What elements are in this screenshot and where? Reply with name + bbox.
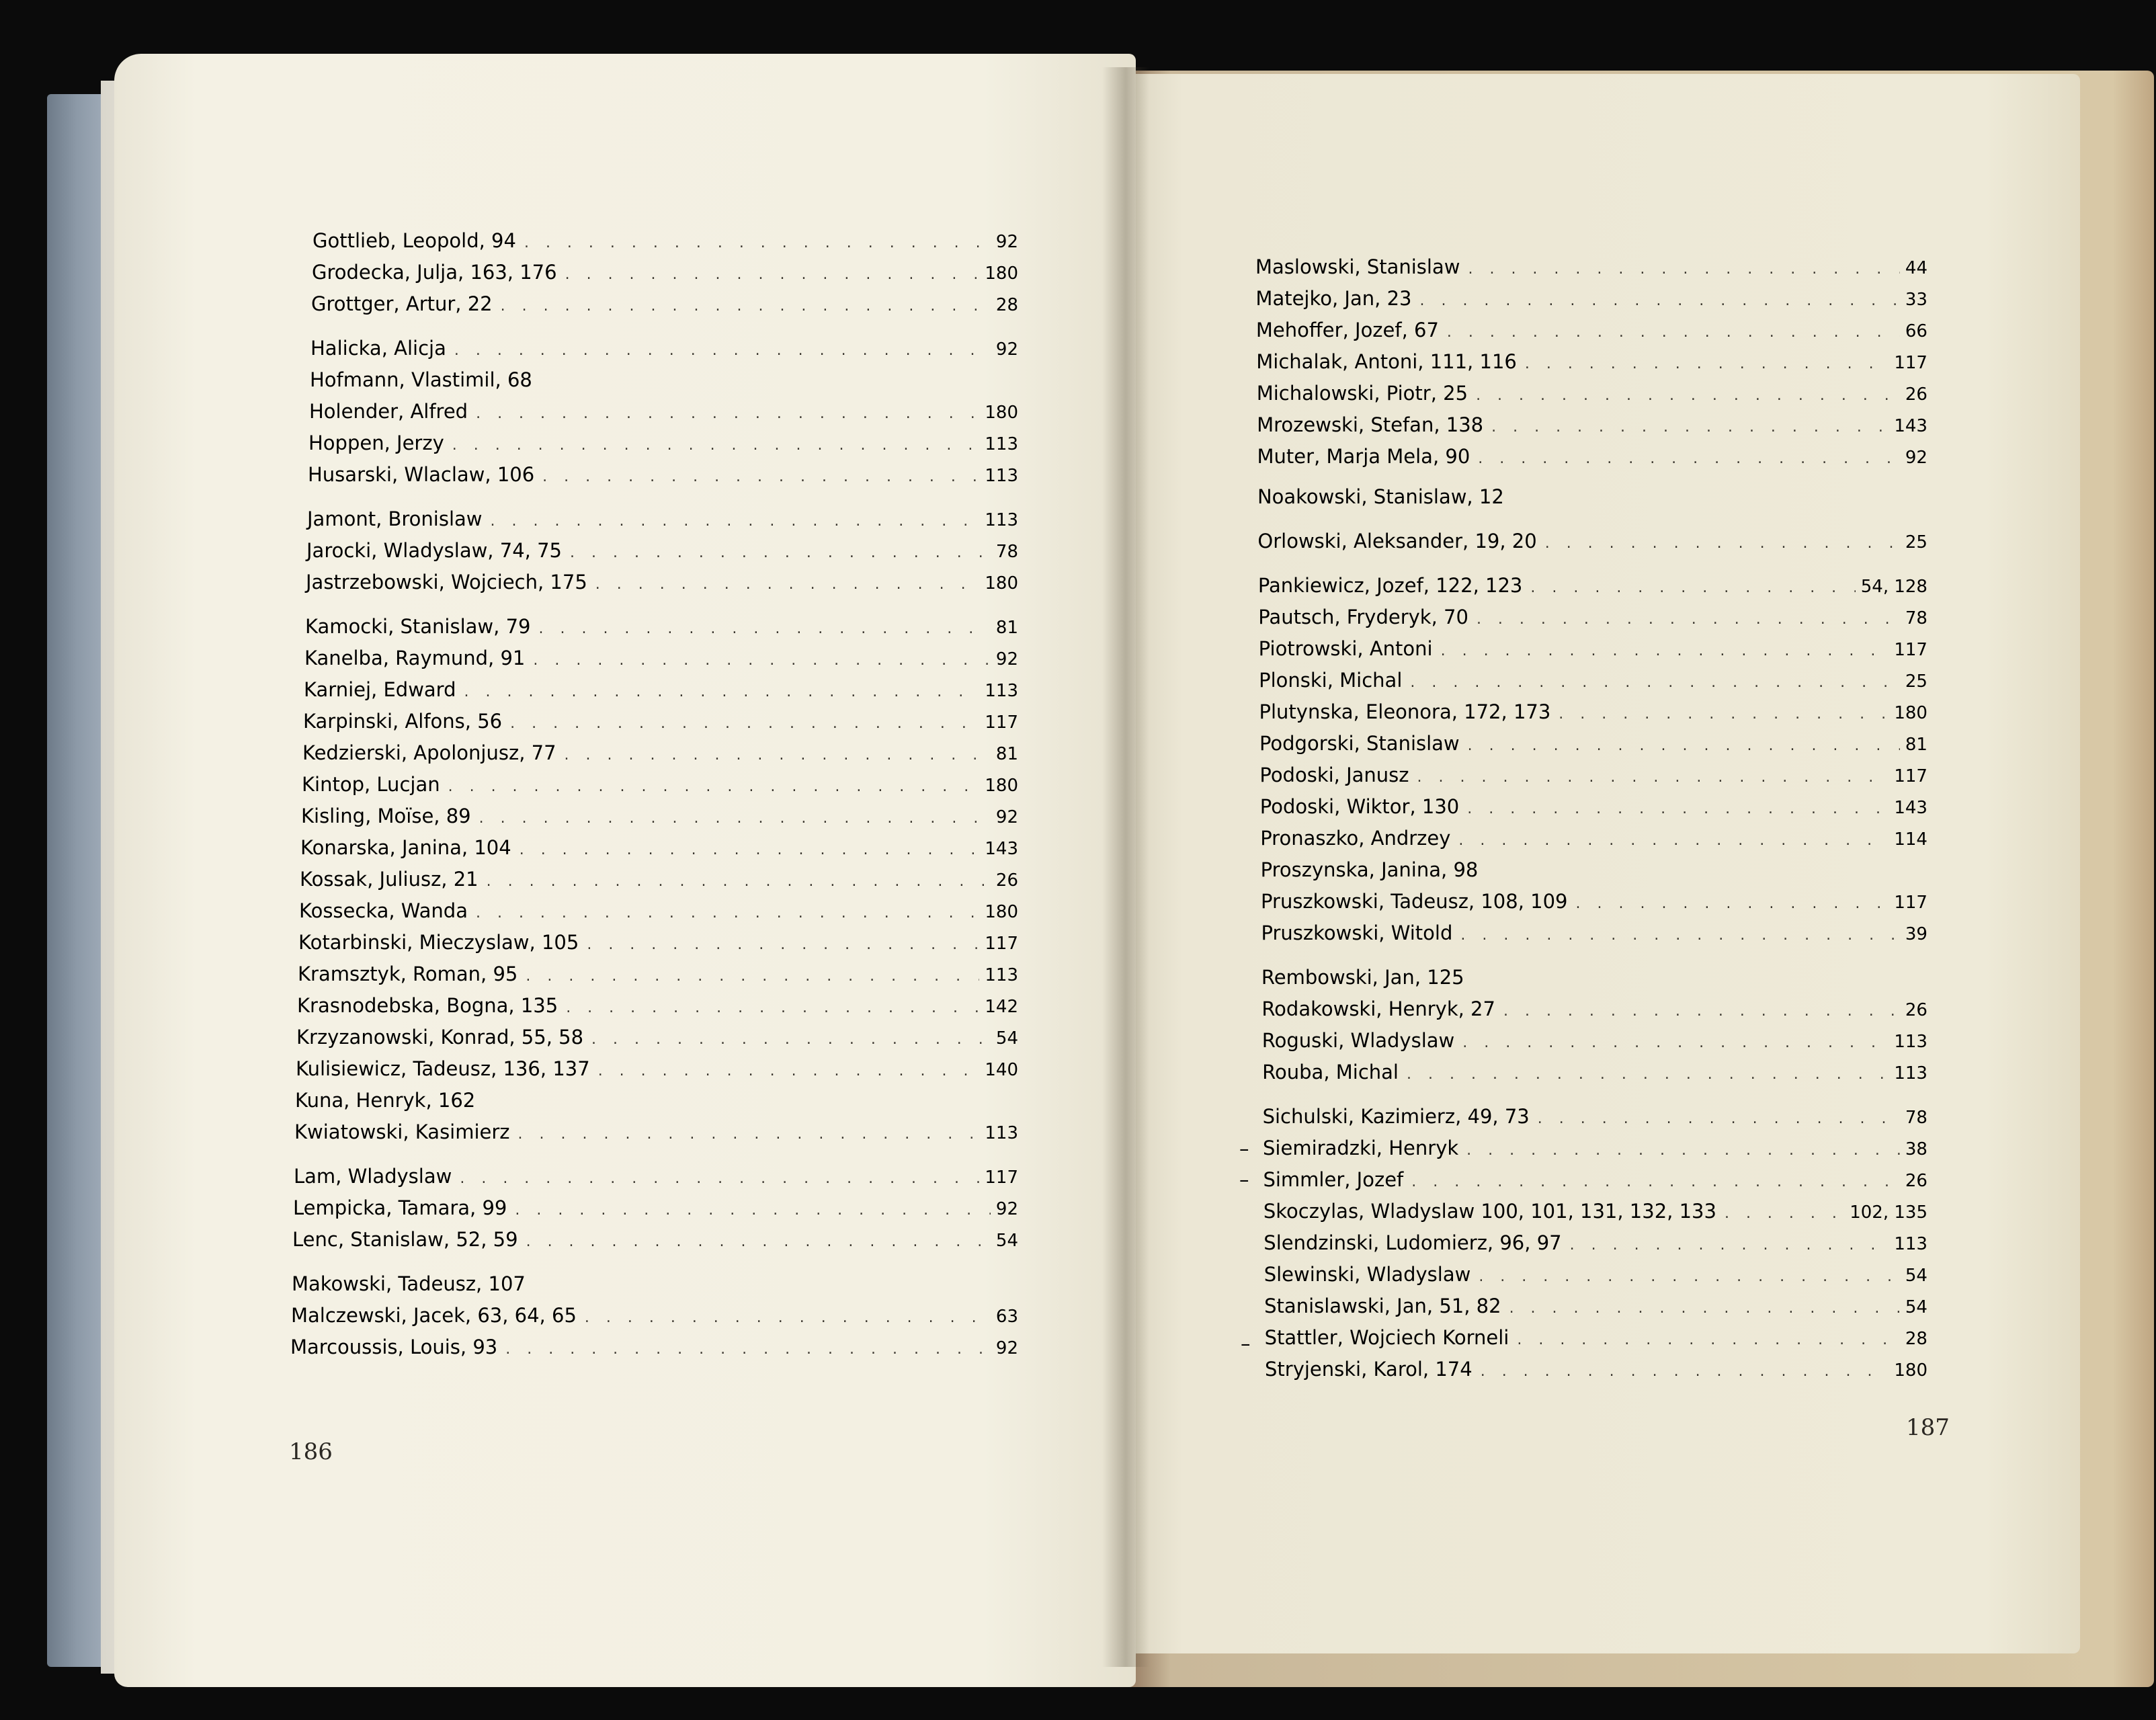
entry-page-ref: 92 bbox=[1905, 448, 1927, 468]
entry-name: Michalowski, Piotr, 25 bbox=[1256, 382, 1468, 405]
entry-name: Rodakowski, Henryk, 27 bbox=[1261, 997, 1495, 1020]
entry-name: Krasnodebska, Bogna, 135 bbox=[297, 994, 558, 1017]
margin-dash: – bbox=[1241, 1332, 1251, 1355]
index-entry bbox=[302, 771, 1018, 801]
entry-page-ref: 143 bbox=[1894, 416, 1927, 436]
index-entry bbox=[1262, 1027, 1927, 1057]
entry-name: Lam, Wladyslaw bbox=[294, 1165, 452, 1188]
leader-dots bbox=[491, 508, 980, 535]
index-entry bbox=[304, 676, 1018, 706]
left-page-number: 186 bbox=[289, 1438, 333, 1465]
entry-page-ref: 33 bbox=[1905, 290, 1927, 310]
entry-page-ref: 117 bbox=[985, 934, 1018, 954]
entry-page-ref: 28 bbox=[995, 295, 1018, 315]
index-entry bbox=[296, 1024, 1018, 1053]
leader-dots bbox=[526, 1229, 991, 1256]
entry-name: Hofmann, Vlastimil, 68 bbox=[310, 368, 532, 391]
entry-name: Jarocki, Wladyslaw, 74, 75 bbox=[306, 539, 562, 562]
entry-name: Pruszkowski, Tadeusz, 108, 109 bbox=[1261, 890, 1568, 913]
entry-name: Simmler, Jozef bbox=[1263, 1168, 1404, 1191]
index-entry bbox=[1258, 604, 1927, 633]
entry-name: Pankiewicz, Jozef, 122, 123 bbox=[1257, 574, 1523, 597]
leader-dots bbox=[524, 230, 991, 257]
entry-page-ref: 26 bbox=[1905, 384, 1927, 405]
index-entry bbox=[306, 537, 1018, 567]
entry-name: Mrozewski, Stefan, 138 bbox=[1257, 413, 1484, 436]
entry-name: Rouba, Michal bbox=[1262, 1061, 1399, 1083]
entry-name: Slewinski, Wladyslaw bbox=[1263, 1263, 1471, 1286]
entry-name: Jastrzebowski, Wojciech, 175 bbox=[306, 571, 587, 593]
entry-name: Kossecka, Wanda bbox=[299, 899, 468, 922]
leader-dots bbox=[1530, 575, 1855, 602]
entry-name: Kotarbinski, Mieczyslaw, 105 bbox=[298, 931, 579, 954]
index-entry bbox=[291, 1302, 1018, 1332]
index-entry bbox=[1263, 1229, 1927, 1259]
leader-dots bbox=[1491, 414, 1889, 441]
index-entry bbox=[1261, 856, 1927, 883]
index-entry bbox=[307, 505, 1018, 535]
leader-dots bbox=[1468, 733, 1900, 760]
entry-page-ref: 113 bbox=[985, 681, 1018, 701]
index-entry bbox=[1256, 317, 1927, 346]
entry-name: Podoski, Wiktor, 130 bbox=[1259, 795, 1460, 818]
index-entry bbox=[309, 398, 1018, 427]
entry-name: Maslowski, Stanislaw bbox=[1255, 255, 1460, 278]
entry-page-ref: 78 bbox=[1905, 1108, 1927, 1128]
entry-page-ref: 92 bbox=[995, 1338, 1018, 1358]
entry-name: Lenc, Stanislaw, 52, 59 bbox=[292, 1228, 518, 1251]
entry-name: Kanelba, Raymund, 91 bbox=[304, 647, 526, 669]
index-entry bbox=[313, 227, 1018, 257]
entry-page-ref: 143 bbox=[1894, 798, 1927, 818]
index-entry bbox=[303, 708, 1018, 737]
index-entry bbox=[308, 461, 1018, 491]
index-entry bbox=[310, 366, 1018, 393]
leader-dots bbox=[1460, 922, 1900, 949]
entry-page-ref: 92 bbox=[995, 807, 1018, 827]
leader-dots bbox=[1509, 1295, 1900, 1322]
entry-name: Mehoffer, Jozef, 67 bbox=[1255, 319, 1439, 341]
leader-dots bbox=[1417, 764, 1889, 791]
entry-page-ref: 25 bbox=[1905, 532, 1927, 552]
index-entry bbox=[1261, 964, 1927, 991]
entry-page-ref: 26 bbox=[1905, 1171, 1927, 1191]
index-entry bbox=[1260, 825, 1927, 854]
margin-dash: – bbox=[1239, 1137, 1249, 1160]
entry-name: Plonski, Michal bbox=[1259, 669, 1403, 692]
leader-dots bbox=[591, 1026, 991, 1053]
leader-dots bbox=[1725, 1200, 1844, 1227]
index-entry bbox=[311, 290, 1018, 320]
leader-dots bbox=[515, 1197, 991, 1224]
index-entry bbox=[1264, 1261, 1927, 1291]
entry-page-ref: 102, 135 bbox=[1850, 1202, 1927, 1223]
leader-dots bbox=[1462, 1030, 1889, 1057]
entry-name: Makowski, Tadeusz, 107 bbox=[292, 1272, 526, 1295]
leader-dots bbox=[1576, 891, 1889, 917]
leader-dots bbox=[1419, 288, 1899, 315]
entry-page-ref: 81 bbox=[995, 744, 1018, 764]
index-entry bbox=[1258, 572, 1927, 602]
entry-name: Pronaszko, Andrzey bbox=[1260, 827, 1451, 850]
entry-name: Stattler, Wojciech Korneli bbox=[1264, 1326, 1509, 1349]
leader-dots bbox=[452, 432, 980, 459]
right-page-number: 187 bbox=[1906, 1414, 1950, 1441]
index-entry bbox=[295, 1087, 1018, 1114]
entry-name: Gottlieb, Leopold, 94 bbox=[313, 229, 516, 252]
leader-dots bbox=[476, 401, 979, 427]
entry-name: Grottger, Artur, 22 bbox=[311, 292, 493, 315]
index-entry bbox=[308, 429, 1018, 459]
entry-name: Muter, Marja Mela, 90 bbox=[1257, 445, 1470, 468]
entry-name: Malczewski, Jacek, 63, 64, 65 bbox=[291, 1304, 577, 1327]
index-entry bbox=[1261, 995, 1927, 1025]
book-gutter bbox=[1102, 67, 1149, 1667]
entry-page-ref: 114 bbox=[1894, 829, 1927, 850]
entry-name: Pruszkowski, Witold bbox=[1261, 922, 1453, 944]
entry-name: Husarski, Wlaclaw, 106 bbox=[308, 463, 535, 486]
index-entry bbox=[1260, 793, 1927, 823]
entry-name: Sichulski, Kazimierz, 49, 73 bbox=[1262, 1105, 1530, 1128]
index-entry bbox=[292, 1226, 1018, 1256]
leader-dots bbox=[1458, 827, 1889, 854]
entry-page-ref: 113 bbox=[985, 965, 1018, 985]
entry-page-ref: 92 bbox=[995, 339, 1018, 360]
leader-dots bbox=[464, 679, 980, 706]
entry-page-ref: 113 bbox=[985, 434, 1018, 454]
entry-page-ref: 117 bbox=[1894, 353, 1927, 373]
leader-dots bbox=[1410, 669, 1900, 696]
index-entry bbox=[1259, 698, 1927, 728]
entry-page-ref: 113 bbox=[1894, 1032, 1927, 1052]
entry-name: Holender, Alfred bbox=[309, 400, 468, 423]
index-entry bbox=[1265, 1324, 1927, 1354]
entry-name: Kramsztyk, Roman, 95 bbox=[298, 963, 518, 985]
leader-dots bbox=[1441, 638, 1889, 665]
entry-name: Proszynska, Janina, 98 bbox=[1260, 858, 1479, 881]
leader-dots bbox=[520, 837, 980, 864]
leader-dots bbox=[518, 1121, 980, 1148]
entry-page-ref: 26 bbox=[1905, 1000, 1927, 1020]
entry-name: Podoski, Janusz bbox=[1259, 764, 1409, 786]
entry-page-ref: 92 bbox=[995, 232, 1018, 252]
index-entry bbox=[292, 1270, 1018, 1297]
leader-dots bbox=[570, 540, 991, 567]
entry-page-ref: 44 bbox=[1905, 258, 1927, 278]
leader-dots bbox=[1466, 1137, 1900, 1164]
entry-page-ref: 39 bbox=[1905, 924, 1927, 944]
index-entry bbox=[1265, 1356, 1927, 1385]
entry-page-ref: 140 bbox=[985, 1060, 1018, 1080]
index-entry bbox=[294, 1118, 1018, 1148]
entry-name: Lempicka, Tamara, 99 bbox=[293, 1196, 507, 1219]
entry-page-ref: 25 bbox=[1905, 671, 1927, 692]
index-entry bbox=[1263, 1198, 1927, 1227]
index-entry bbox=[301, 803, 1018, 832]
leader-dots bbox=[476, 900, 979, 927]
leader-dots bbox=[1447, 319, 1900, 346]
index-entry bbox=[312, 259, 1018, 288]
leader-dots bbox=[1477, 606, 1900, 633]
entry-name: Plutynska, Eleonora, 172, 173 bbox=[1259, 700, 1551, 723]
index-entry bbox=[306, 569, 1018, 598]
leader-dots bbox=[1570, 1232, 1889, 1259]
entry-page-ref: 92 bbox=[995, 1199, 1018, 1219]
index-entry bbox=[1261, 888, 1927, 917]
index-entry bbox=[305, 613, 1018, 643]
entry-name: Matejko, Jan, 23 bbox=[1255, 287, 1412, 310]
index-entry bbox=[298, 929, 1018, 958]
index-entry bbox=[1257, 380, 1927, 409]
entry-page-ref: 92 bbox=[995, 649, 1018, 669]
leader-dots bbox=[526, 963, 979, 990]
leader-dots bbox=[1538, 1106, 1900, 1133]
index-entry bbox=[296, 1055, 1018, 1085]
leader-dots bbox=[454, 337, 991, 364]
entry-page-ref: 117 bbox=[1894, 893, 1927, 913]
entry-page-ref: 117 bbox=[985, 1168, 1018, 1188]
entry-page-ref: 142 bbox=[985, 997, 1018, 1017]
leader-dots bbox=[1525, 351, 1889, 378]
index-entry bbox=[302, 739, 1018, 769]
index-entry bbox=[297, 992, 1018, 1022]
entry-page-ref: 54 bbox=[1905, 1297, 1927, 1317]
entry-name: Pautsch, Fryderyk, 70 bbox=[1258, 606, 1468, 628]
margin-dash: – bbox=[1239, 1168, 1249, 1191]
entry-page-ref: 26 bbox=[995, 870, 1018, 891]
index-entry bbox=[300, 866, 1018, 895]
entry-page-ref: 28 bbox=[1905, 1329, 1927, 1349]
entry-page-ref: 113 bbox=[1894, 1234, 1927, 1254]
index-entry bbox=[310, 335, 1018, 364]
index-entry bbox=[1259, 730, 1927, 760]
entry-name: Michalak, Antoni, 111, 116 bbox=[1256, 350, 1517, 373]
leader-dots bbox=[1468, 256, 1899, 283]
index-entry bbox=[1257, 528, 1927, 557]
leader-dots bbox=[585, 1305, 991, 1332]
leader-dots bbox=[1559, 701, 1889, 728]
index-entry bbox=[1257, 443, 1927, 473]
entry-name: Slendzinski, Ludomierz, 96, 97 bbox=[1263, 1231, 1562, 1254]
index-entry bbox=[1263, 1103, 1927, 1133]
entry-page-ref: 117 bbox=[1894, 766, 1927, 786]
entry-name: Podgorski, Stanislaw bbox=[1259, 732, 1460, 755]
entry-page-ref: 180 bbox=[985, 573, 1018, 593]
entry-name: Orlowski, Aleksander, 19, 20 bbox=[1257, 530, 1537, 552]
index-entry bbox=[1257, 483, 1927, 510]
index-entry bbox=[1256, 348, 1927, 378]
entry-name: Kwiatowski, Kasimierz bbox=[294, 1120, 510, 1143]
entry-page-ref: 180 bbox=[1894, 1360, 1927, 1381]
entry-page-ref: 81 bbox=[1905, 735, 1927, 755]
leader-dots bbox=[565, 261, 980, 288]
index-entry bbox=[290, 1334, 1018, 1363]
index-entry bbox=[294, 1163, 1018, 1192]
entry-name: Kisling, Moïse, 89 bbox=[301, 805, 471, 827]
entry-page-ref: 63 bbox=[995, 1307, 1018, 1327]
leader-dots bbox=[538, 616, 990, 643]
leader-dots bbox=[533, 647, 991, 674]
leader-dots bbox=[598, 1058, 980, 1085]
entry-page-ref: 117 bbox=[985, 712, 1018, 733]
index-entry bbox=[1257, 411, 1927, 441]
entry-name: Kossak, Juliusz, 21 bbox=[300, 868, 479, 891]
index-entry bbox=[300, 834, 1018, 864]
entry-name: Kuna, Henryk, 162 bbox=[295, 1089, 476, 1112]
index-entry bbox=[298, 960, 1018, 990]
leader-dots bbox=[595, 571, 980, 598]
leader-dots bbox=[510, 710, 979, 737]
leader-dots bbox=[566, 995, 979, 1022]
leader-dots bbox=[505, 1336, 991, 1363]
leader-dots bbox=[542, 464, 979, 491]
index-entry bbox=[1259, 667, 1927, 696]
index-entry bbox=[1259, 635, 1927, 665]
entry-page-ref: 180 bbox=[1894, 703, 1927, 723]
index-entry bbox=[1261, 919, 1927, 949]
entry-page-ref: 81 bbox=[995, 618, 1018, 638]
entry-page-ref: 113 bbox=[985, 466, 1018, 486]
entry-page-ref: 117 bbox=[1894, 640, 1927, 660]
entry-name: Konarska, Janina, 104 bbox=[300, 836, 511, 859]
entry-name: Noakowski, Stanislaw, 12 bbox=[1257, 485, 1504, 508]
index-entry bbox=[299, 897, 1018, 927]
entry-page-ref: 78 bbox=[995, 542, 1018, 562]
index-entry bbox=[1263, 1135, 1927, 1164]
entry-page-ref: 143 bbox=[985, 839, 1018, 859]
leader-dots bbox=[448, 774, 980, 801]
entry-page-ref: 113 bbox=[1894, 1063, 1927, 1083]
entry-name: Halicka, Alicja bbox=[310, 337, 446, 360]
entry-page-ref: 113 bbox=[985, 1123, 1018, 1143]
leader-dots bbox=[1481, 1358, 1889, 1385]
leader-dots bbox=[1478, 446, 1900, 473]
entry-page-ref: 54, 128 bbox=[1860, 577, 1927, 597]
entry-name: Kintop, Lucjan bbox=[302, 773, 440, 796]
entry-page-ref: 180 bbox=[985, 902, 1018, 922]
entry-page-ref: 113 bbox=[985, 510, 1018, 530]
entry-page-ref: 54 bbox=[995, 1231, 1018, 1251]
leader-dots bbox=[1545, 530, 1900, 557]
leader-dots bbox=[1517, 1327, 1900, 1354]
entry-page-ref: 54 bbox=[995, 1028, 1018, 1049]
entry-name: Stryjenski, Karol, 174 bbox=[1265, 1358, 1473, 1381]
entry-name: Hoppen, Jerzy bbox=[308, 432, 444, 454]
index-entry bbox=[293, 1194, 1018, 1224]
index-entry bbox=[1259, 762, 1927, 791]
leader-dots bbox=[1503, 998, 1900, 1025]
leader-dots bbox=[479, 805, 991, 832]
leader-dots bbox=[1467, 796, 1889, 823]
entry-name: Kulisiewicz, Tadeusz, 136, 137 bbox=[296, 1057, 590, 1080]
leader-dots bbox=[501, 293, 991, 320]
entry-name: Piotrowski, Antoni bbox=[1258, 637, 1433, 660]
index-entry bbox=[1264, 1293, 1927, 1322]
leader-dots bbox=[565, 742, 991, 769]
entry-name: Jamont, Bronislaw bbox=[307, 507, 483, 530]
entry-name: Grodecka, Julja, 163, 176 bbox=[312, 261, 557, 284]
leader-dots bbox=[487, 868, 991, 895]
index-entry bbox=[1255, 285, 1927, 315]
entry-name: Siemiradzki, Henryk bbox=[1263, 1137, 1459, 1159]
entry-page-ref: 38 bbox=[1905, 1139, 1927, 1159]
entry-page-ref: 180 bbox=[985, 263, 1018, 284]
leader-dots bbox=[1407, 1061, 1889, 1088]
entry-name: Skoczylas, Wladyslaw 100, 101, 131, 132, 133 bbox=[1263, 1200, 1716, 1223]
entry-name: Krzyzanowski, Konrad, 55, 58 bbox=[296, 1026, 584, 1049]
entry-name: Stanislawski, Jan, 51, 82 bbox=[1264, 1295, 1501, 1317]
entry-page-ref: 180 bbox=[985, 403, 1018, 423]
entry-page-ref: 78 bbox=[1905, 608, 1927, 628]
entry-name: Rembowski, Jan, 125 bbox=[1261, 966, 1464, 989]
entry-name: Karpinski, Alfons, 56 bbox=[303, 710, 503, 733]
entry-name: Marcoussis, Louis, 93 bbox=[290, 1336, 498, 1358]
leader-dots bbox=[587, 932, 979, 958]
leader-dots bbox=[460, 1165, 979, 1192]
leader-dots bbox=[1476, 382, 1900, 409]
index-entry bbox=[1263, 1166, 1927, 1196]
index-entry bbox=[1255, 253, 1927, 283]
leader-dots bbox=[1411, 1169, 1900, 1196]
index-entry bbox=[1262, 1059, 1927, 1088]
index-entry bbox=[304, 645, 1018, 674]
entry-name: Roguski, Wladyslaw bbox=[1261, 1029, 1455, 1052]
entry-page-ref: 66 bbox=[1905, 321, 1927, 341]
leader-dots bbox=[1479, 1264, 1900, 1291]
entry-name: Kamocki, Stanislaw, 79 bbox=[305, 615, 531, 638]
entry-page-ref: 54 bbox=[1905, 1266, 1927, 1286]
entry-name: Karniej, Edward bbox=[304, 678, 456, 701]
entry-page-ref: 180 bbox=[985, 776, 1018, 796]
entry-name: Kedzierski, Apolonjusz, 77 bbox=[302, 741, 556, 764]
